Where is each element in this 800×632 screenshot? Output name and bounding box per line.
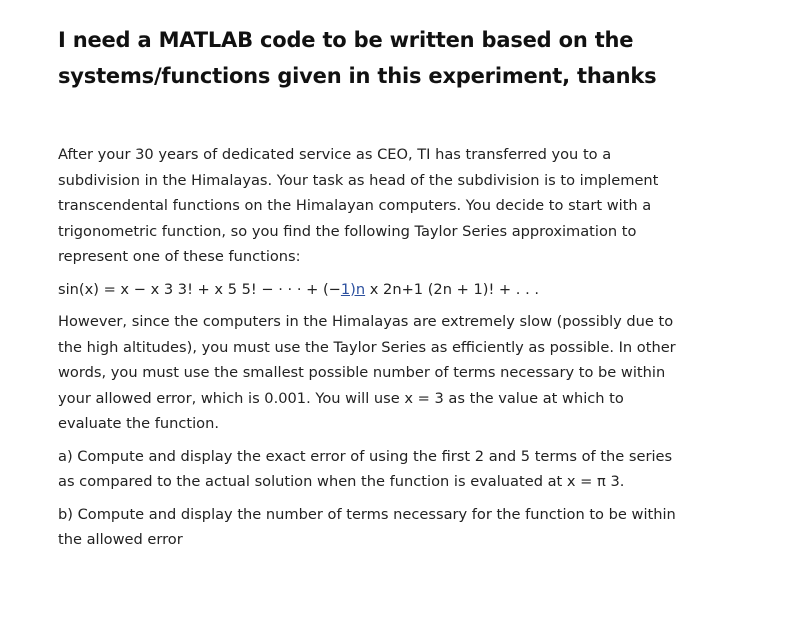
paragraph-line: a) Compute and display the exact error of using the first 2 and 5 terms of the series <box>58 447 673 465</box>
paragraph-line: represent one of these functions: <box>58 248 301 265</box>
paragraph-line: b) Compute and display the number of terms necessary for the function to be within <box>58 505 676 523</box>
task-b-paragraph <box>58 502 758 553</box>
paragraph-line: the high altitudes), you must use the Taylor Series as efficiently as possible. In other <box>58 338 676 356</box>
paragraph-line: transcendental functions on the Himalayan computers. You decide to start with a <box>58 197 652 214</box>
paragraph-line: subdivision in the Himalayas. Your task as head of the subdivision is to implement <box>58 171 659 189</box>
formula-end: x 2n+1 (2n + 1)! + . . . <box>365 280 539 298</box>
constraints-paragraph <box>58 309 758 437</box>
paragraph-line: the allowed error <box>58 531 183 548</box>
paragraph-line: However, since the computers in the Himalayas are extremely slow (possibly due to <box>58 313 674 330</box>
title-line-2: systems/functions given in this experiment, thanks <box>58 64 657 88</box>
paragraph-line: After your 30 years of dedicated service as CEO, TI has transferred you to a <box>58 146 612 163</box>
paragraph-line: as compared to the actual solution when the function is evaluated at x = π 3. <box>58 473 625 490</box>
title-line-1: I need a MATLAB code to be written based on the <box>58 28 634 52</box>
paragraph-line: trigonometric function, so you find the following Taylor Series approximation to <box>58 222 637 240</box>
paragraph-line: your allowed error, which is 0.001. You will use x = 3 as the value at which to <box>58 389 624 407</box>
question-body <box>58 142 758 553</box>
paragraph-line: evaluate the function. <box>58 415 219 432</box>
task-a-paragraph <box>58 444 758 495</box>
intro-paragraph <box>58 142 758 270</box>
taylor-series-formula <box>58 277 758 303</box>
formula-start: sin(x) = x − x 3 3! + x 5 5! − · · · + (− <box>58 280 341 298</box>
formula-underlined-term: 1)n <box>340 280 366 298</box>
question-title <box>58 22 778 94</box>
paragraph-line: words, you must use the smallest possible number of terms necessary to be within <box>58 364 666 381</box>
